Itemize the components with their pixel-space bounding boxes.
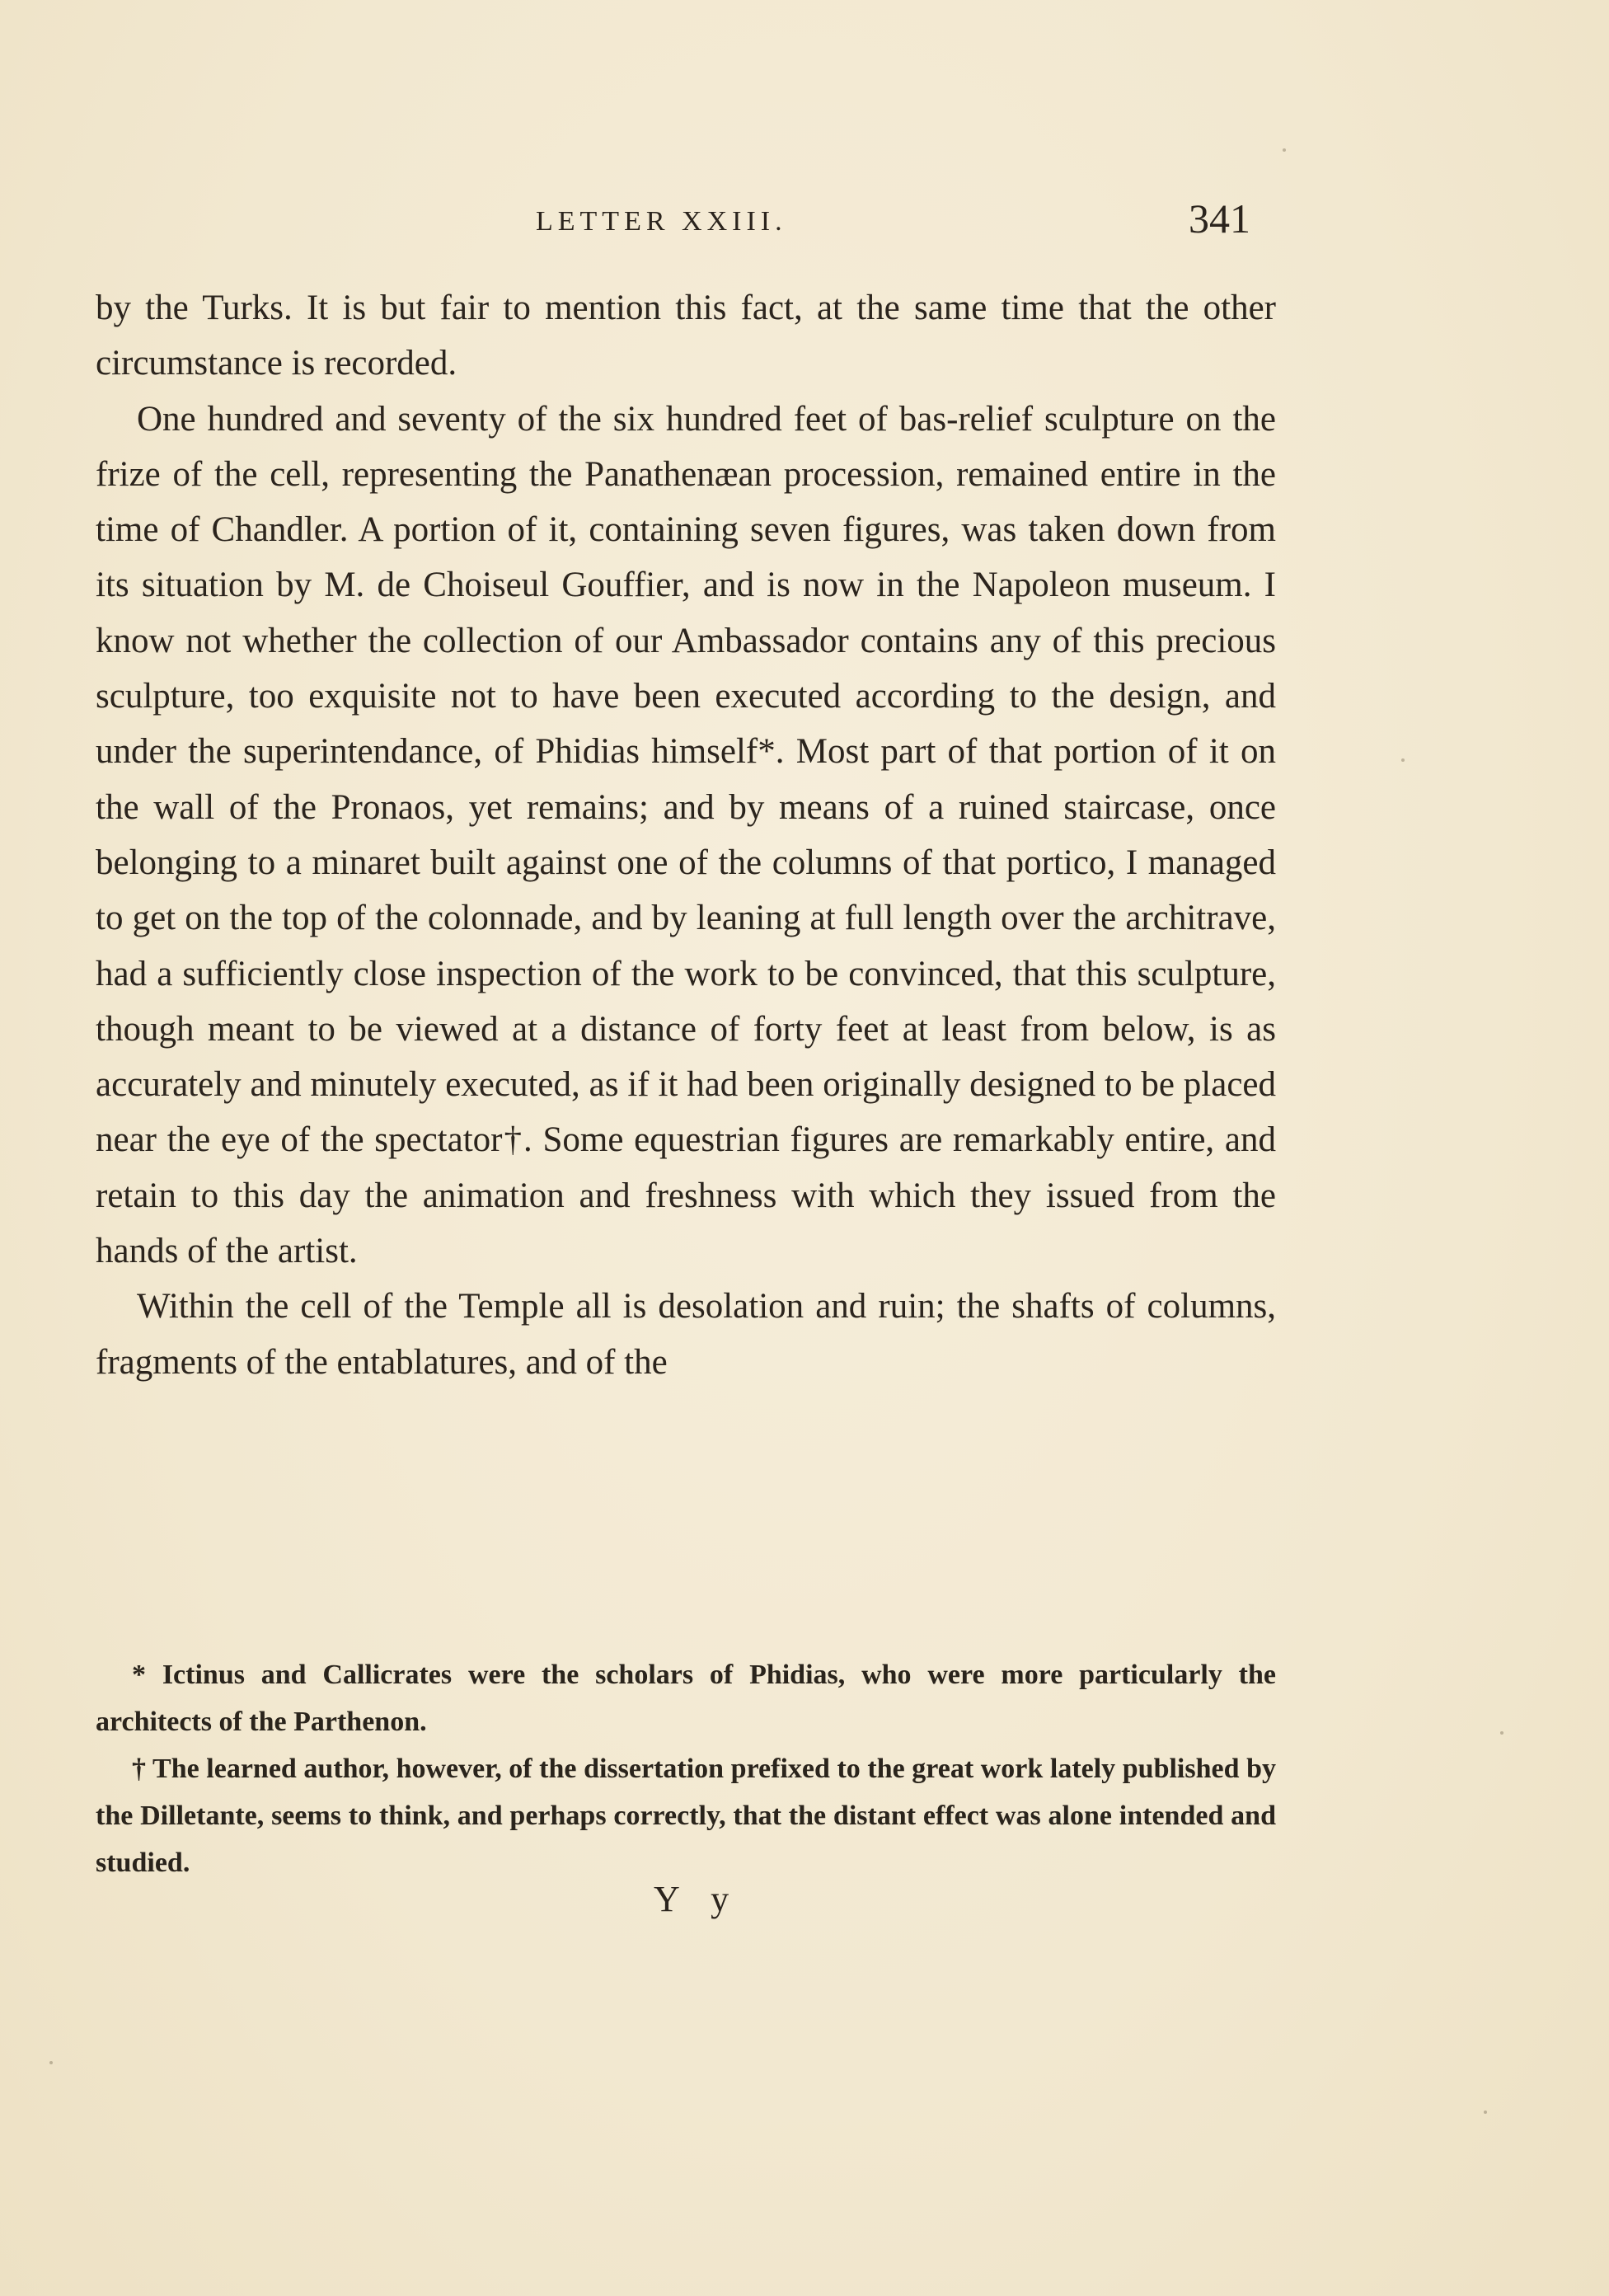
paragraph: Within the cell of the Temple all is desolation and ruin; the shafts of columns, fragments of the entablatures, and of the (96, 1287, 1276, 1382)
footnote: * Ictinus and Callicrates were the scholars of Phidias, who were more particularly the architects of the Parthenon. (96, 1660, 1276, 1737)
paper-speck (1401, 758, 1405, 762)
body-text (96, 280, 1276, 1390)
paper-speck (49, 2061, 53, 2064)
running-title: LETTER XXIII. (536, 206, 787, 237)
paragraph: One hundred and seventy of the six hundred feet of bas-relief sculpture on the frize of the cell, representing the Panathenæan procession, remained entire in the time of Chandler. A portion of it, containing seven figures, was taken down from its situation by M. de Choiseul Gouffier, and is now in the Napoleon museum. I know not whether the collection of our Ambassador contains any of this precious sculpture, too exquisite not to have been executed according to the design, and under the superintendance, of Phidias himself*. Most part of that portion of it on the wall of the Pronaos, yet remains; and by means of a ruined staircase, once belonging to a minaret built against one of the columns of that portico, I managed to get on the top of the colonnade, and by leaning at full length over the architrave, had a sufficiently close inspection of the work to be convinced, that this sculpture, though meant to be viewed at a distance of forty feet at least from below, is as accurately and minutely executed, as if it had been originally designed to be placed near the eye of the spectator†. Some equestrian figures are remarkably entire, and retain to this day the animation and freshness with which they issued from the hands of the artist. (96, 399, 1276, 1271)
footnotes (96, 1651, 1276, 1886)
paragraph: by the Turks. It is but fair to mention this fact, at the same time that the other circumstance is recorded. (96, 289, 1276, 383)
signature-mark: Y y (654, 1879, 741, 1919)
paper-speck (1484, 2111, 1487, 2114)
page-number: 341 (1189, 195, 1250, 242)
footnote: † The learned author, however, of the dissertation prefixed to the great work lately published by the Dilletante, seems to think, and perhaps correctly, that the distant effect was alone intended and studied. (96, 1754, 1276, 1878)
paper-speck (1500, 1731, 1503, 1735)
running-head (0, 195, 1609, 244)
paper-speck (1283, 148, 1286, 152)
